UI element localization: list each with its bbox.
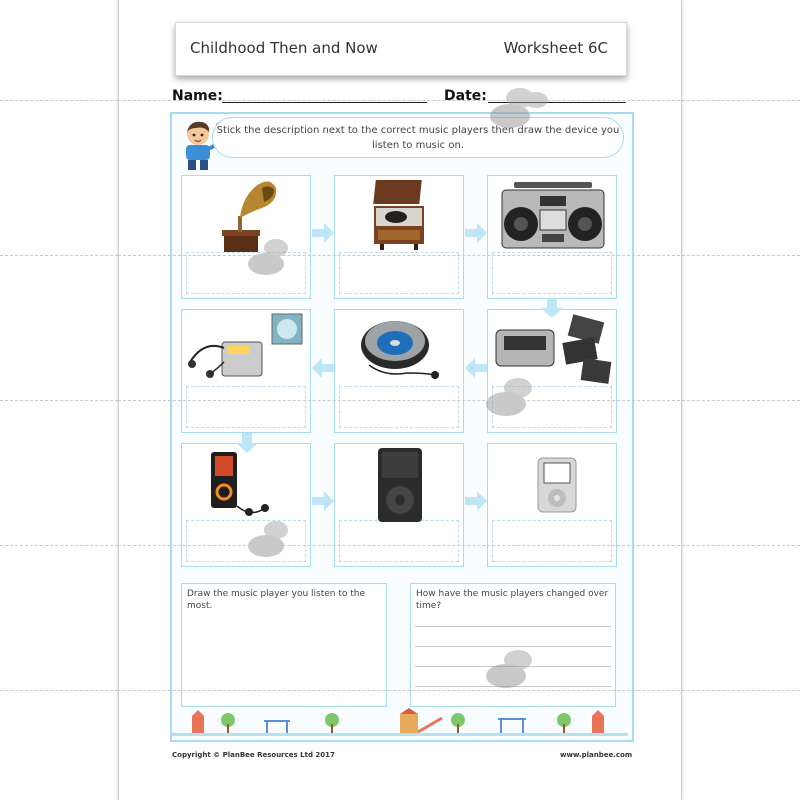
ipod-classic-icon — [376, 446, 424, 524]
minidisc-player-icon — [184, 312, 310, 386]
arrow-down-icon — [541, 298, 563, 318]
arrow-right-icon — [312, 223, 334, 243]
website-link[interactable]: www.planbee.com — [560, 751, 633, 759]
arrow-right-icon — [465, 491, 487, 511]
record-player-icon — [370, 178, 428, 252]
description-slot[interactable] — [339, 252, 459, 294]
bee-watermark-icon — [240, 236, 300, 280]
description-slot[interactable] — [492, 252, 612, 294]
question-text: How have the music players changed over time? — [416, 589, 609, 611]
cd-player-icon — [355, 313, 441, 383]
draw-box[interactable] — [181, 583, 387, 707]
name-field[interactable] — [222, 102, 427, 103]
arrow-right-icon — [312, 491, 334, 511]
title-banner — [175, 22, 627, 76]
copyright-text: Copyright © PlanBee Resources Ltd 2017 — [172, 751, 335, 759]
boombox-icon — [500, 180, 606, 250]
description-slot[interactable] — [339, 386, 459, 428]
grid-line — [118, 690, 680, 691]
bee-watermark-icon — [480, 84, 550, 134]
description-slot[interactable] — [492, 520, 612, 562]
description-slot[interactable] — [186, 386, 306, 428]
arrow-left-icon — [312, 358, 334, 378]
grid-line — [118, 400, 680, 401]
bee-watermark-icon — [476, 374, 546, 420]
ipod-nano-icon — [536, 456, 578, 514]
arrow-down-icon — [236, 433, 258, 453]
bee-watermark-icon — [240, 518, 300, 562]
bee-watermark-icon — [476, 646, 546, 692]
grid-line — [118, 545, 680, 546]
date-label: Date: — [444, 88, 487, 104]
playground-border-icon — [172, 706, 628, 736]
grid-line — [118, 100, 680, 101]
mp3-player-icon — [205, 448, 275, 520]
grid-line — [118, 255, 680, 256]
writing-line[interactable] — [415, 626, 611, 627]
arrow-right-icon — [465, 223, 487, 243]
name-label: Name: — [172, 88, 223, 104]
draw-prompt: Draw the music player you listen to the most. — [187, 589, 366, 611]
instruction-bubble: Stick the description next to the correct music players then draw the device you listen to music on. — [212, 117, 624, 158]
worksheet-number: Worksheet 6C — [503, 39, 608, 57]
worksheet-title: Childhood Then and Now — [190, 39, 378, 57]
description-slot[interactable] — [339, 520, 459, 562]
